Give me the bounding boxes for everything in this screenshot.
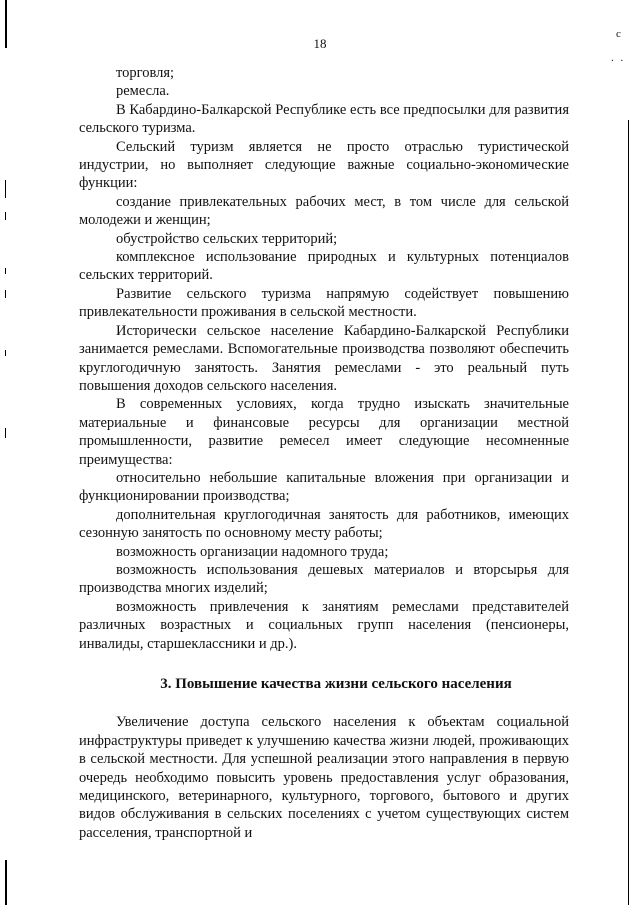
scan-edge-mark [5,428,6,438]
scan-edge-line-bottom [5,860,7,905]
scan-edge-mark [5,350,6,356]
list-item: дополнительная круглогодичная занятость для работников, имеющих сезонную занятость по основному месту работы; [79,506,569,542]
scan-edge-mark [5,268,6,274]
section-title: 3. Повышение качества жизни сельского населения [160,676,512,692]
paragraph: Увеличение доступа сельского населения к объектам социальной инфраструктуры приведет к улучшению качества жизни людей, проживающих в сельской местности. Для успешной реализации этого направления в первую очередь необходимо повысить уровень предоставления услуг образования, медицинского, ветеринарного, культурного, торгового, бытового и других видов обслуживания в сельских поселениях с учетом существующих систем расселения, транспортной и [79,714,569,841]
corner-dots: . . [611,52,626,64]
scan-edge-mark [5,180,6,198]
list-item: возможность организации надомного труда; [116,543,389,560]
page-number: 18 [313,36,327,51]
scan-edge-mark [5,212,6,220]
paragraph: В современных условиях, когда трудно изыскать значительные материальные и финансовые ресурсы для организации местной промышленности, развитие ремесел имеет следующие несомненные преимущества: [79,396,569,468]
document-body [79,64,569,842]
list-item: обустройство сельских территорий; [116,230,338,247]
paragraph: Развитие сельского туризма напрямую содействует повышению привлекательности проживания в сельской местности. [79,285,569,321]
list-item: возможность использования дешевых материалов и вторсырья для производства многих изделий; [79,561,569,597]
paragraph: Исторически сельское население Кабардино-Балкарской Республики занимается ремеслами. Вспомогательные производства позволяют обеспечить круглогодичную занятость. Занятия ремеслами - это реальный путь повышения доходов сельского населения. [79,322,569,394]
paragraph: торговля; [116,65,175,81]
scan-edge-line-right [628,120,629,905]
list-item: возможность привлечения к занятиям ремеслами представителей различных возрастных и социальных групп населения (пенсионеры, инвалиды, старшеклассники и др.). [79,598,569,652]
corner-mark: с [616,28,621,40]
paragraph: ремесла. [116,83,170,100]
list-item: относительно небольшие капитальные вложения при организации и функционировании производства; [79,469,569,505]
paragraph: В Кабардино-Балкарской Республике есть все предпосылки для развития сельского туризма. [79,101,569,137]
list-item: создание привлекательных рабочих мест, в том числе для сельской молодежи и женщин; [79,193,569,229]
paragraph: Сельский туризм является не просто отраслью туристической индустрии, но выполняет следующие важные социально-экономические функции: [79,138,569,192]
scan-edge-mark [5,290,6,298]
list-item: комплексное использование природных и культурных потенциалов сельских территорий. [79,249,569,284]
